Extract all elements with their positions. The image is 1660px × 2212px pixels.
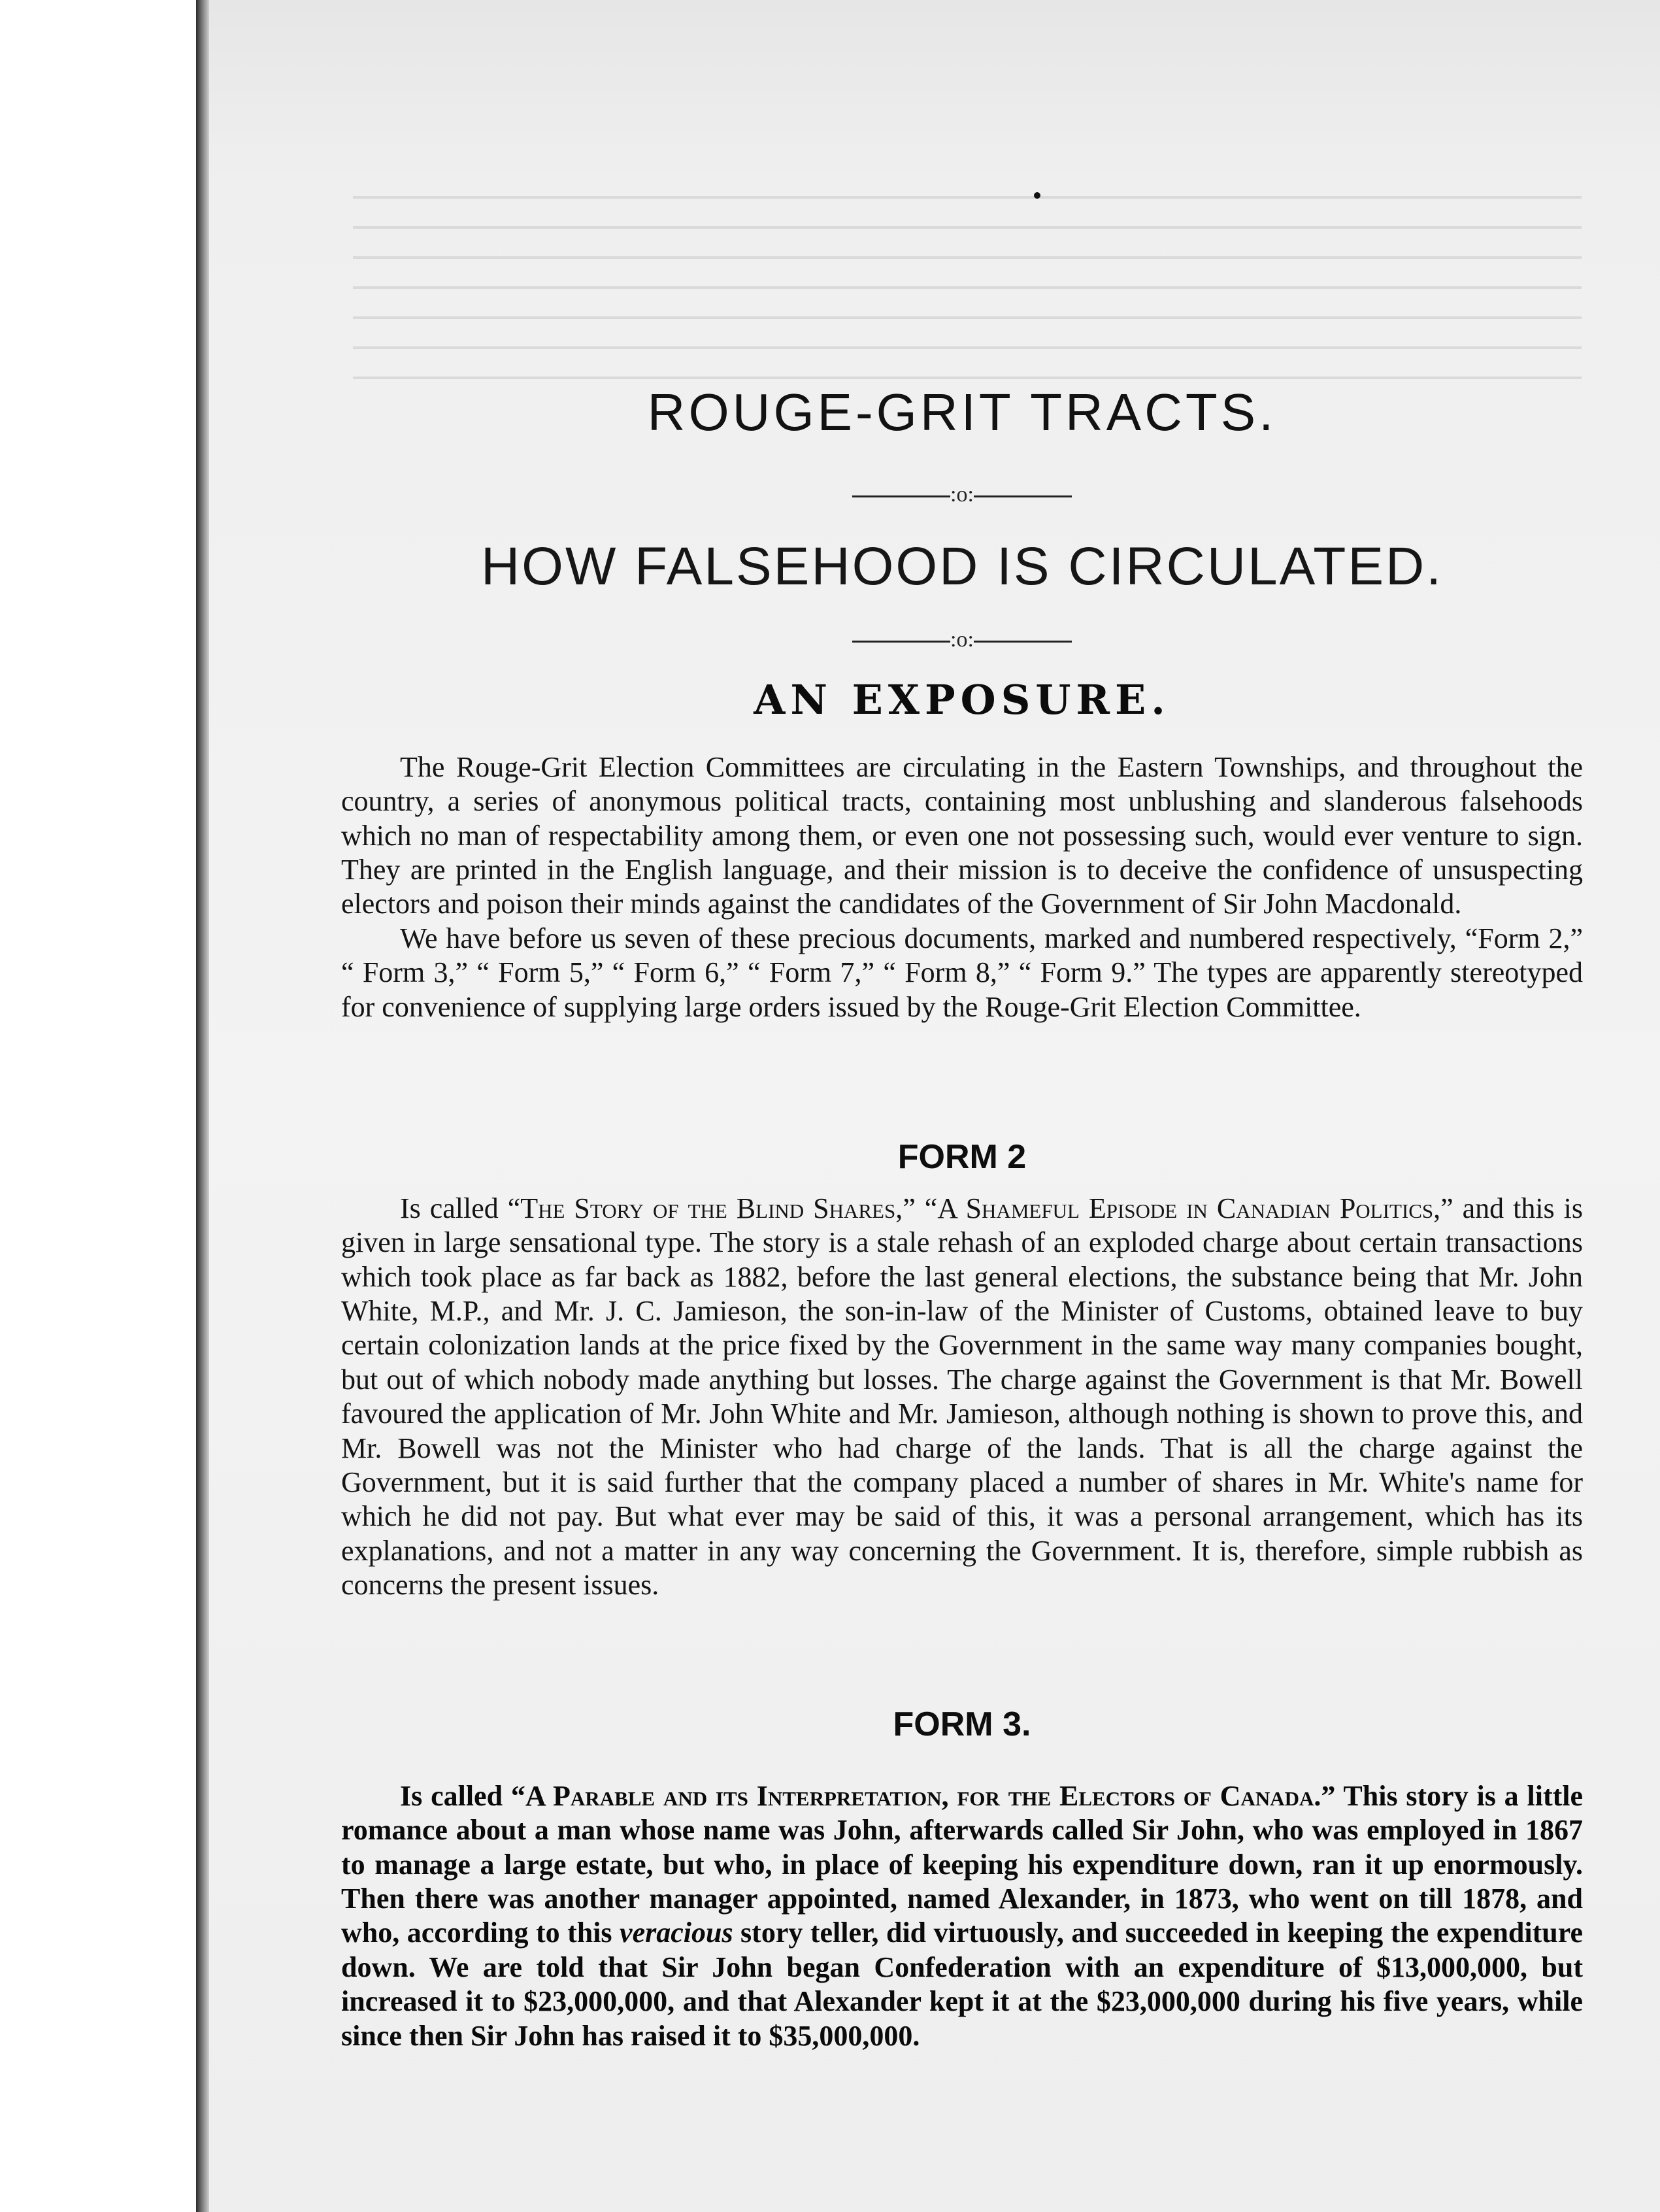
- form2-heading: FORM 2: [897, 1138, 1027, 1176]
- rule-left: [852, 495, 950, 497]
- page-content: [341, 0, 1583, 2212]
- exposure-heading: AN EXPOSURE.: [754, 676, 1170, 724]
- scan-margin: [0, 0, 207, 2212]
- document-title: ROUGE-GRIT TRACTS.: [647, 383, 1277, 441]
- form2-text-mid: ” “: [903, 1192, 938, 1224]
- form3-heading: FORM 3.: [893, 1705, 1031, 1743]
- separator-mark: :o:: [950, 482, 974, 507]
- separator-mark: :o:: [950, 628, 974, 652]
- book-spine-shadow: [196, 0, 209, 2212]
- form2-title-2: A Shameful Episode in Canadian Politics,: [937, 1192, 1441, 1224]
- form3-text-rest-1: ” This story is a little romance about a man whose name was John, afterwards called Sir John, who was employed in 1867 to manage a large estate, but who, in place of keeping his expenditure down, ran it up enormously. Then there was another manager appointed, named Alexander, in 1873, who went on till 1878, and who, according to this: [341, 1780, 1584, 1949]
- form2-paragraph: [341, 1192, 1583, 1602]
- form3-paragraph: [341, 1779, 1583, 2053]
- form3-text-rest-2: story teller, did virtuously, and succeeded in keeping the expenditure down. We are told that Sir John began Confederation with an expenditure of $13,000,000, but increased it to $23,000,000, and that Alexander kept it at the $23,000,000 during his five years, while since then Sir John has raised it to $35,000,000.: [341, 1917, 1584, 2052]
- rule-right: [974, 641, 1072, 643]
- form3-italic-word: veracious: [620, 1917, 733, 1949]
- form2-text-rest: ” and this is given in large sensational type. The story is a stale rehash of an exploded charge about certain transactions which took place as far back as 1882, before the last general elections, the substance being that Mr. John White, M.P., and Mr. J. C. Jamieson, the son-in-law of the Minister of Customs, obtained leave to buy certain colonization lands at the price fixed by the Government in the same way many companies bought, but out of which nobody made anything but losses. The charge against the Government is that Mr. Bowell favoured the application of Mr. John White and Mr. Jamieson, although nothing is shown to prove this, and Mr. Bowell was not the Minister who had charge of the lands. That is all the charge against the Government, but it is said further that the company placed a number of shares in Mr. White's name for which he did not pay. But what ever may be said of this, it was a personal arrangement, which has its explanations, and not a matter in any way concerning the Government. It is, therefore, simple rubbish as concerns the present issues.: [341, 1192, 1583, 1601]
- document-subtitle: HOW FALSEHOOD IS CIRCULATED.: [480, 537, 1444, 596]
- rule-right: [974, 495, 1072, 497]
- form2-text-start: Is called “: [400, 1192, 521, 1224]
- separator-2: [341, 628, 1583, 652]
- intro-text: [341, 750, 1583, 1024]
- form3-text-start: Is called “: [400, 1780, 525, 1812]
- rule-left: [852, 641, 950, 643]
- intro-paragraph-2: We have before us seven of these precious documents, marked and numbered respectively, “Form 2,” “ Form 3,” “ Form 5,” “ Form 6,” “ Form 7,” “ Form 8,” “ Form 9.” The types are apparently stereotyped for convenience of supplying large orders issued by the Rouge-Grit Election Committee.: [341, 922, 1583, 1023]
- separator-1: [341, 482, 1583, 507]
- form2-title-1: The Story of the Blind Shares,: [520, 1192, 903, 1224]
- form2-text: [341, 1192, 1583, 1602]
- intro-paragraph-1: The Rouge-Grit Election Committees are circulating in the Eastern Townships, and throughout the country, a series of anonymous political tracts, containing most unblushing and slanderous falsehoods which no man of respectability among them, or even one not possessing such, would ever venture to sign. They are printed in the English language, and their mission is to deceive the confidence of unsuspecting electors and poison their minds against the candidates of the Government of Sir John Macdonald.: [341, 751, 1583, 920]
- form3-text: [341, 1779, 1583, 2053]
- form3-title: A Parable and its Interpretation, for the Electors of Canada.: [525, 1780, 1321, 1812]
